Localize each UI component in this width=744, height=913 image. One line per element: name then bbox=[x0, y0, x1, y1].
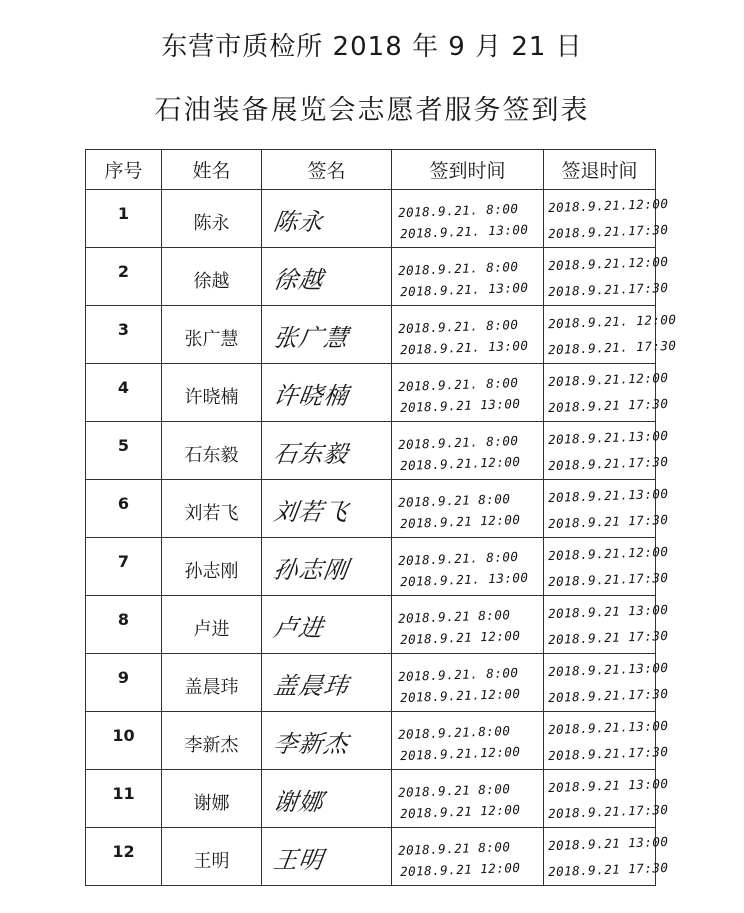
document-title-date: 东营市质检所 2018 年 9 月 21 日 bbox=[161, 32, 583, 62]
sign-out-time-evening: 2018.9.21 17:30 bbox=[547, 627, 669, 648]
signature-cell bbox=[262, 596, 392, 654]
handwritten-signature: 王明 bbox=[271, 846, 326, 874]
name-cell bbox=[162, 654, 262, 712]
name-cell bbox=[162, 190, 262, 248]
row-number: 12 bbox=[112, 842, 135, 861]
sign-in-time-afternoon: 2018.9.21 12:00 bbox=[399, 859, 521, 880]
row-number-cell bbox=[86, 712, 162, 770]
sign-in-cell bbox=[392, 364, 544, 422]
sign-in-time-afternoon: 2018.9.21. 13:00 bbox=[399, 279, 529, 300]
sign-in-cell bbox=[392, 538, 544, 596]
table-row bbox=[86, 480, 656, 538]
signature-cell bbox=[262, 248, 392, 306]
sign-out-time-noon: 2018.9.21.12:00 bbox=[547, 253, 669, 274]
name-cell bbox=[162, 480, 262, 538]
volunteer-name: 孙志刚 bbox=[184, 561, 239, 582]
sign-out-cell bbox=[544, 364, 669, 422]
sign-in-cell bbox=[392, 712, 544, 770]
row-number-cell bbox=[86, 190, 162, 248]
sign-out-time-evening: 2018.9.21.17:30 bbox=[547, 221, 669, 242]
sign-in-cell bbox=[392, 248, 544, 306]
signature-cell bbox=[262, 190, 392, 248]
sign-out-time-evening: 2018.9.21.17:30 bbox=[547, 453, 669, 474]
signature-cell bbox=[262, 770, 392, 828]
handwritten-signature: 石东毅 bbox=[271, 440, 351, 468]
column-header-number: 序号 bbox=[86, 150, 162, 190]
sign-out-cell bbox=[544, 190, 669, 248]
sign-out-time-evening: 2018.9.21. 17:30 bbox=[547, 337, 677, 358]
handwritten-signature: 陈永 bbox=[271, 208, 326, 236]
sign-out-time-noon: 2018.9.21.13:00 bbox=[547, 427, 669, 448]
handwritten-signature: 李新杰 bbox=[271, 730, 351, 758]
sign-in-cell bbox=[392, 596, 544, 654]
sign-out-time-noon: 2018.9.21.12:00 bbox=[547, 195, 669, 216]
volunteer-name: 李新杰 bbox=[184, 735, 239, 756]
column-header-sign-in-time: 签到时间 bbox=[392, 150, 544, 190]
table-row bbox=[86, 364, 656, 422]
name-cell bbox=[162, 770, 262, 828]
sign-out-time-evening: 2018.9.21 17:30 bbox=[547, 395, 669, 416]
column-header-sign-out-time: 签退时间 bbox=[544, 150, 656, 190]
handwritten-signature: 盖晨玮 bbox=[271, 672, 351, 700]
sign-out-time-noon: 2018.9.21.12:00 bbox=[547, 543, 669, 564]
sign-in-time-morning: 2018.9.21.8:00 bbox=[397, 723, 511, 742]
sign-out-cell bbox=[544, 248, 669, 306]
handwritten-signature: 孙志刚 bbox=[271, 556, 351, 584]
sign-out-cell bbox=[544, 828, 669, 886]
sign-in-time-afternoon: 2018.9.21.12:00 bbox=[399, 685, 521, 706]
table-row bbox=[86, 770, 656, 828]
row-number-cell bbox=[86, 248, 162, 306]
signature-cell bbox=[262, 538, 392, 596]
sign-out-cell bbox=[544, 480, 669, 538]
sign-in-time-afternoon: 2018.9.21 12:00 bbox=[399, 511, 521, 532]
sign-out-time-noon: 2018.9.21. 12:00 bbox=[547, 311, 677, 332]
name-cell bbox=[162, 248, 262, 306]
row-number-cell bbox=[86, 654, 162, 712]
sign-out-time-evening: 2018.9.21 17:30 bbox=[547, 859, 669, 880]
sign-in-time-afternoon: 2018.9.21. 13:00 bbox=[399, 337, 529, 358]
volunteer-name: 卢进 bbox=[193, 619, 230, 640]
table-row bbox=[86, 654, 656, 712]
row-number-cell bbox=[86, 306, 162, 364]
sign-in-table bbox=[85, 149, 677, 886]
sign-out-time-noon: 2018.9.21 13:00 bbox=[547, 601, 669, 622]
signature-cell bbox=[262, 480, 392, 538]
table-row bbox=[86, 712, 656, 770]
sign-out-cell bbox=[544, 654, 669, 712]
handwritten-signature: 卢进 bbox=[271, 614, 326, 642]
row-number: 1 bbox=[117, 204, 130, 223]
signature-cell bbox=[262, 654, 392, 712]
row-number: 9 bbox=[117, 668, 130, 687]
sign-out-time-noon: 2018.9.21.13:00 bbox=[547, 485, 669, 506]
sign-in-cell bbox=[392, 190, 544, 248]
volunteer-name: 刘若飞 bbox=[184, 503, 239, 524]
sign-out-cell bbox=[544, 422, 669, 480]
sign-in-time-afternoon: 2018.9.21. 13:00 bbox=[399, 221, 529, 242]
name-cell bbox=[162, 828, 262, 886]
sign-out-cell bbox=[544, 770, 669, 828]
table-row bbox=[86, 248, 656, 306]
handwritten-signature: 刘若飞 bbox=[271, 498, 351, 526]
row-number: 11 bbox=[112, 784, 135, 803]
sign-in-time-morning: 2018.9.21 8:00 bbox=[397, 781, 511, 800]
sign-in-time-morning: 2018.9.21. 8:00 bbox=[397, 664, 519, 685]
row-number: 2 bbox=[117, 262, 130, 281]
sign-out-time-noon: 2018.9.21 13:00 bbox=[547, 775, 669, 796]
sign-out-time-evening: 2018.9.21.17:30 bbox=[547, 801, 669, 822]
sign-in-time-morning: 2018.9.21 8:00 bbox=[397, 607, 511, 626]
row-number: 7 bbox=[117, 552, 130, 571]
sign-out-time-evening: 2018.9.21.17:30 bbox=[547, 743, 669, 764]
row-number-cell bbox=[86, 770, 162, 828]
column-header-signature: 签名 bbox=[262, 150, 392, 190]
row-number: 3 bbox=[117, 320, 130, 339]
table-row bbox=[86, 306, 656, 364]
sign-out-cell bbox=[544, 306, 677, 364]
sign-out-time-evening: 2018.9.21 17:30 bbox=[547, 511, 669, 532]
sign-out-time-evening: 2018.9.21.17:30 bbox=[547, 569, 669, 590]
sign-in-cell bbox=[392, 654, 544, 712]
sign-in-time-afternoon: 2018.9.21 13:00 bbox=[399, 395, 521, 416]
sign-in-time-morning: 2018.9.21 8:00 bbox=[397, 491, 511, 510]
sign-out-time-noon: 2018.9.21.13:00 bbox=[547, 659, 669, 680]
sign-out-cell bbox=[544, 538, 669, 596]
sign-in-time-morning: 2018.9.21. 8:00 bbox=[397, 374, 519, 395]
volunteer-name: 谢娜 bbox=[193, 793, 230, 814]
row-number-cell bbox=[86, 480, 162, 538]
row-number-cell bbox=[86, 422, 162, 480]
name-cell bbox=[162, 538, 262, 596]
sign-in-time-afternoon: 2018.9.21 12:00 bbox=[399, 801, 521, 822]
row-number: 10 bbox=[112, 726, 135, 745]
sign-in-time-morning: 2018.9.21. 8:00 bbox=[397, 200, 519, 221]
sign-in-cell bbox=[392, 828, 544, 886]
sign-in-cell bbox=[392, 770, 544, 828]
row-number: 4 bbox=[117, 378, 130, 397]
sign-in-cell bbox=[392, 422, 544, 480]
volunteer-name: 盖晨玮 bbox=[184, 677, 239, 698]
table-row bbox=[86, 538, 656, 596]
volunteer-name: 许晓楠 bbox=[184, 387, 239, 408]
sign-in-time-morning: 2018.9.21 8:00 bbox=[397, 839, 511, 858]
handwritten-signature: 许晓楠 bbox=[271, 382, 351, 410]
volunteer-name: 陈永 bbox=[193, 213, 230, 234]
name-cell bbox=[162, 712, 262, 770]
table-row bbox=[86, 422, 656, 480]
volunteer-name: 徐越 bbox=[193, 271, 230, 292]
row-number-cell bbox=[86, 538, 162, 596]
row-number: 5 bbox=[117, 436, 130, 455]
name-cell bbox=[162, 364, 262, 422]
sign-in-time-morning: 2018.9.21. 8:00 bbox=[397, 316, 519, 337]
sign-in-time-morning: 2018.9.21. 8:00 bbox=[397, 432, 519, 453]
handwritten-signature: 谢娜 bbox=[271, 788, 326, 816]
handwritten-signature: 张广慧 bbox=[271, 324, 351, 352]
column-header-name: 姓名 bbox=[162, 150, 262, 190]
sign-out-time-evening: 2018.9.21.17:30 bbox=[547, 279, 669, 300]
sign-out-time-evening: 2018.9.21.17:30 bbox=[547, 685, 669, 706]
name-cell bbox=[162, 596, 262, 654]
signature-cell bbox=[262, 712, 392, 770]
sign-out-cell bbox=[544, 712, 669, 770]
signature-cell bbox=[262, 364, 392, 422]
document-title: 石油装备展览会志愿者服务签到表 bbox=[154, 95, 590, 126]
sign-in-time-afternoon: 2018.9.21.12:00 bbox=[399, 453, 521, 474]
sign-in-time-morning: 2018.9.21. 8:00 bbox=[397, 548, 519, 569]
sign-in-cell bbox=[392, 480, 544, 538]
row-number-cell bbox=[86, 828, 162, 886]
table-header-row bbox=[86, 150, 656, 190]
row-number-cell bbox=[86, 364, 162, 422]
table-row bbox=[86, 828, 656, 886]
name-cell bbox=[162, 306, 262, 364]
signature-cell bbox=[262, 422, 392, 480]
signature-cell bbox=[262, 306, 392, 364]
sign-in-time-afternoon: 2018.9.21.12:00 bbox=[399, 743, 521, 764]
sign-out-cell bbox=[544, 596, 669, 654]
signature-cell bbox=[262, 828, 392, 886]
sign-out-time-noon: 2018.9.21 13:00 bbox=[547, 833, 669, 854]
sign-in-cell bbox=[392, 306, 544, 364]
volunteer-name: 石东毅 bbox=[184, 445, 239, 466]
sign-out-time-noon: 2018.9.21.12:00 bbox=[547, 369, 669, 390]
sign-in-time-morning: 2018.9.21. 8:00 bbox=[397, 258, 519, 279]
table-row bbox=[86, 596, 656, 654]
name-cell bbox=[162, 422, 262, 480]
volunteer-name: 张广慧 bbox=[184, 329, 239, 350]
row-number: 8 bbox=[117, 610, 130, 629]
row-number-cell bbox=[86, 596, 162, 654]
sign-in-time-afternoon: 2018.9.21. 13:00 bbox=[399, 569, 529, 590]
sign-in-time-afternoon: 2018.9.21 12:00 bbox=[399, 627, 521, 648]
handwritten-signature: 徐越 bbox=[271, 266, 326, 294]
row-number: 6 bbox=[117, 494, 130, 513]
table-row bbox=[86, 190, 656, 248]
volunteer-name: 王明 bbox=[193, 851, 230, 872]
sign-out-time-noon: 2018.9.21.13:00 bbox=[547, 717, 669, 738]
